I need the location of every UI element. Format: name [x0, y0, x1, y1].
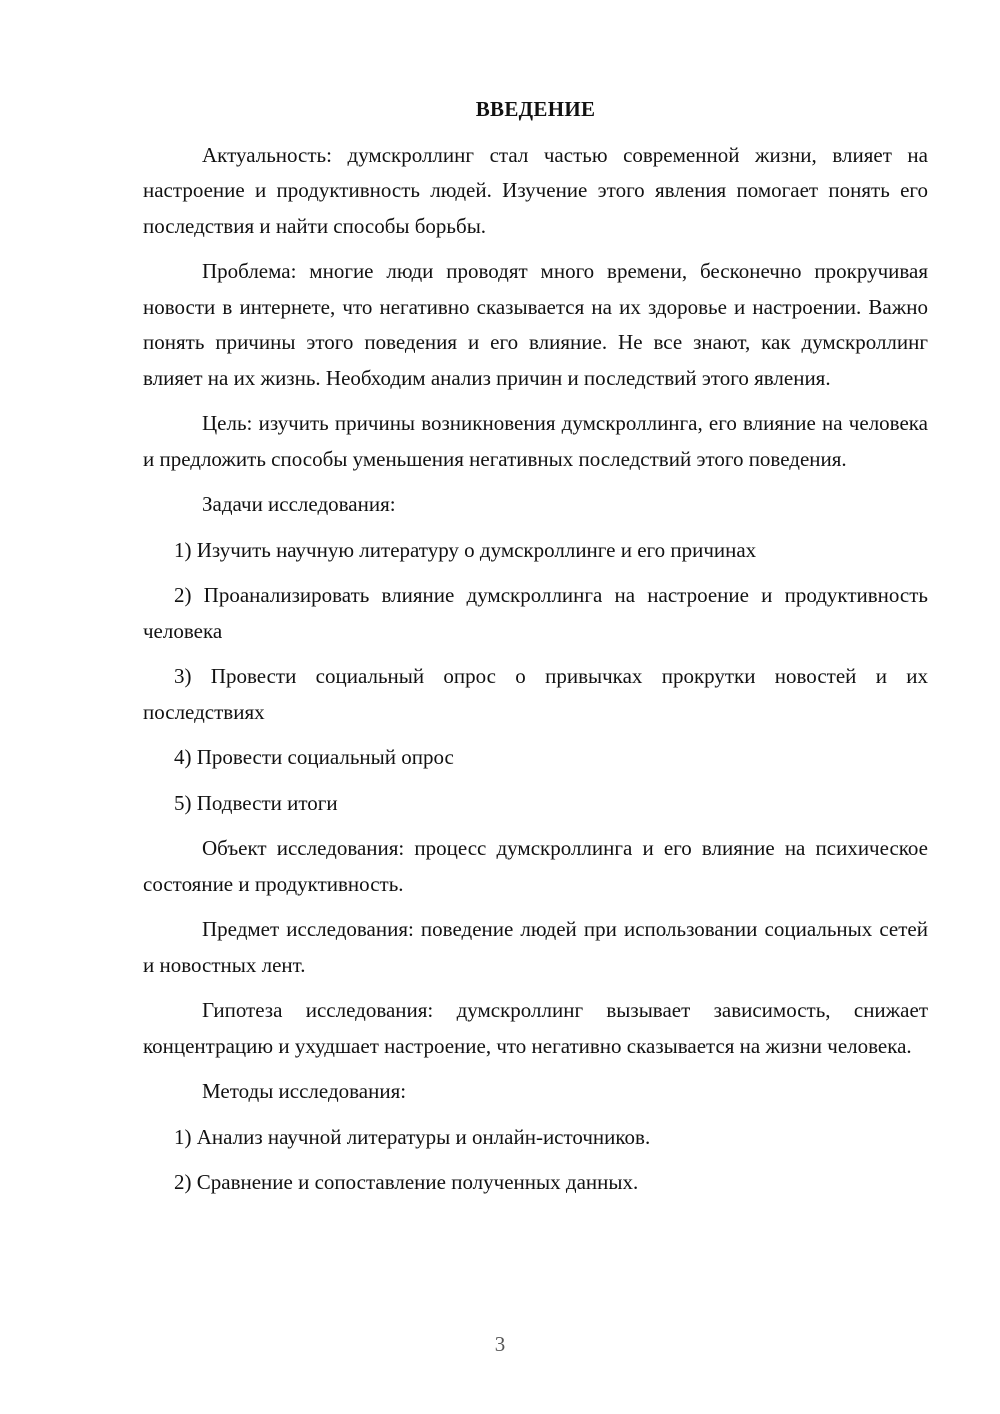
list-item: 1) Анализ научной литературы и онлайн-источников. — [174, 1124, 651, 1149]
paragraph-problem: Проблема: многие люди проводят много времени, бесконечно прокручивая новости в интернете, что негативно сказывается на их здоровье и настроении. Важно понять причины этого поведения и его влияние. Не все знают, как думскроллинг влияет на их жизнь. Необходим анализ причин и последствий этого явления. — [143, 259, 928, 390]
paragraph-tasks-heading: Задачи исследования: — [202, 492, 396, 516]
list-item: 2) Проанализировать влияние думскроллинга на настроение и продуктивность человека — [143, 583, 928, 643]
paragraph-goal: Цель: изучить причины возникновения думскроллинга, его влияние на человека и предложить способы уменьшения негативных последствий этого поведения. — [143, 411, 928, 471]
page-content — [143, 92, 928, 1211]
page-number: 3 — [494, 1332, 506, 1356]
paragraph-relevance: Актуальность: думскроллинг стал частью современной жизни, влияет на настроение и продуктивность людей. Изучение этого явления помогает понять его последствия и найти способы борьбы. — [143, 142, 928, 238]
paragraph-object: Объект исследования: процесс думскроллинга и его влияние на психическое состояние и продуктивность. — [143, 836, 928, 896]
list-item: 1) Изучить научную литературу о думскроллинге и его причинах — [174, 537, 757, 562]
section-title: ВВЕДЕНИЕ — [475, 97, 596, 121]
list-item: 5) Подвести итоги — [174, 790, 338, 815]
paragraph-hypothesis: Гипотеза исследования: думскроллинг вызывает зависимость, снижает концентрацию и ухудшает настроение, что негативно сказывается на жизни человека. — [143, 998, 928, 1058]
paragraph-methods-heading: Методы исследования: — [202, 1079, 407, 1103]
paragraph-subject: Предмет исследования: поведение людей при использовании социальных сетей и новостных лент. — [143, 917, 928, 977]
list-item: 3) Провести социальный опрос о привычках прокрутки новостей и их последствиях — [143, 664, 928, 724]
list-item: 2) Сравнение и сопоставление полученных данных. — [174, 1170, 639, 1194]
list-item: 4) Провести социальный опрос — [174, 745, 454, 769]
